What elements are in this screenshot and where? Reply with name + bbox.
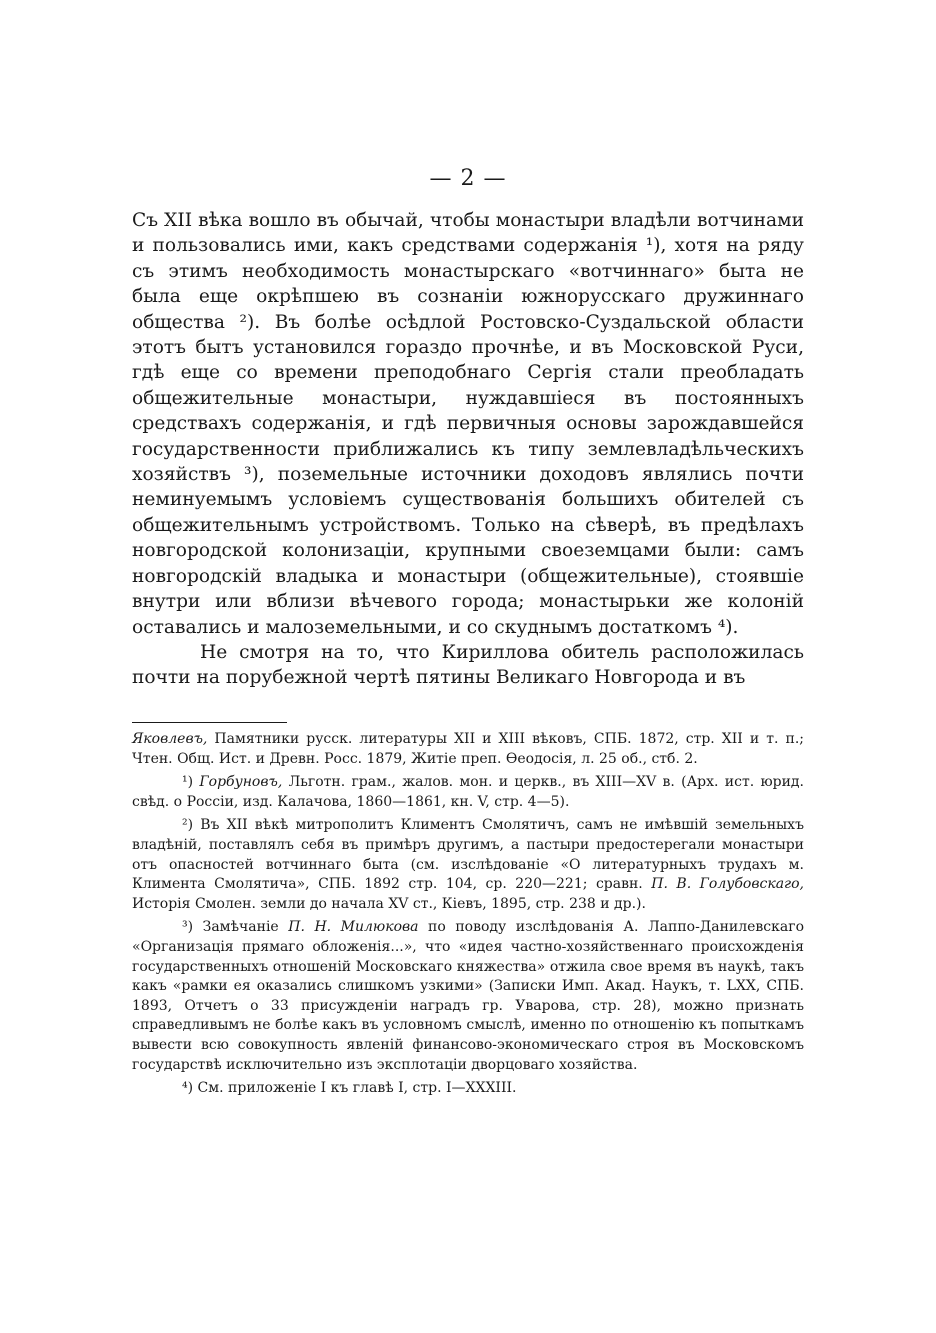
footnote-text: по поводу изслѣдованія А. Лаппо-Данилевскаго «Организація прямаго обложенія...», что «идея частно-хозяйственнаго происхожденія государственныхъ отношеній Московскаго княжества» отжила свое время въ наукѣ, такъ какъ «рамки ея оказались слишкомъ узкими» (Записки Имп. Акад. Наукъ, т. LXX, СПБ. 1893, Отчетъ о 33 присужденіи наградъ гр. Уварова, стр. 28), можно признать справедливымъ не болѣе какъ въ условномъ смыслѣ, именно по отношенію къ попыткамъ вывести всю совокупность явленій финансово-экономическаго строя въ Московскомъ государствѣ исключительно изъ эксплотаціи дворцоваго хозяйства.: [132, 919, 804, 1073]
paragraph-1: Съ XII вѣка вошло въ обычай, чтобы монастыри владѣли вотчинами и пользовались ими, какъ средствами содержанія ¹), хотя на ряду съ этимъ необходимость монастырскаго «вотчиннаго» быта не была еще окрѣпшею въ сознаніи южнорусскаго дружиннаго общества ²). Въ болѣе осѣдлой Ростовско-Суздальской области этотъ бытъ установился гораздо прочнѣе, и въ Московской Руси, гдѣ еще со времени преподобнаго Сергія стали преобладать общежительные монастыри, нуждавшіеся въ постоянныхъ средствахъ содержанія, и гдѣ первичныя основы зарождавшейся государственности приближались къ типу землевладѣльческихъ хозяйствъ ³), поземельные источники доходовъ являлись почти неминуемымъ условіемъ существованія большихъ обителей съ общежительнымъ устройствомъ. Только на сѣверѣ, въ предѣлахъ новгородской колонизаціи, крупными своеземцами были: самъ новгородскій владыка и монастыри (общежительные), стоявшіе внутри или вблизи вѣчевого города; монастырьки же колоній оставались и малоземельными, и со скуднымъ достаткомъ ⁴).: [132, 210, 804, 638]
footnote-marker: ²): [182, 817, 194, 834]
paragraph-2: Не смотря на то, что Кириллова обитель расположилась почти на порубежной чертѣ пятины Великаго Новгорода и въ: [132, 641, 804, 689]
footnote-divider: [132, 722, 287, 723]
footnote-text: См. приложеніе I къ главѣ I, стр. I—XXXIII.: [193, 1080, 517, 1097]
footnotes: [132, 730, 804, 1103]
footnote-4: [132, 1079, 804, 1099]
footnote-text: Замѣчаніе: [193, 919, 289, 936]
footnote-author: П. Н. Милюкова: [288, 919, 419, 936]
footnote-text: Въ XII вѣкѣ митрополитъ Климентъ Смолятичъ, самъ не имѣвшій земельныхъ владѣній, поставлялъ себя въ примѣръ другимъ, а пастыри предостерегали монастыри отъ опасностей вотчиннаго быта (см. изслѣдованіе «О литературныхъ трудахъ м. Климента Смолятича», СПБ. 1892 стр. 104, ср. 220—221; сравн.: [132, 817, 804, 893]
footnote-2: [132, 816, 804, 914]
footnote-text: Льготн. грам., жалов. мон. и церкв., въ XIII—XV в. (Арх. ист. юрид. свѣд. о Россіи, изд. Калачова, 1860—1861, кн. V, стр. 4—5).: [132, 774, 804, 810]
footnote-marker: ⁴): [182, 1080, 194, 1097]
footnote-text: Памятники русск. литературы XII и XIII вѣковъ, СПБ. 1872, стр. XII и т. п.; Чтен. Общ. Ист. и Древн. Росс. 1879, Житіе преп. Ѳеодосія, л. 25 об., стб. 2.: [132, 731, 804, 767]
footnote-3: [132, 918, 804, 1075]
footnote-marker: ³): [182, 919, 194, 936]
footnote-1: [132, 773, 804, 812]
footnote-author: Яковлевъ,: [132, 731, 208, 747]
footnote-author: Горбуновъ,: [199, 774, 283, 791]
footnote-text: Исторія Смолен. земли до начала XV ст., Кіевъ, 1895, стр. 238 и др.).: [132, 895, 646, 912]
main-text: [132, 208, 804, 691]
footnote-continuation: [132, 730, 804, 769]
footnote-author: П. В. Голубовскаго,: [651, 876, 805, 893]
page-number: — 2 —: [429, 166, 507, 191]
footnote-marker: ¹): [182, 774, 194, 791]
